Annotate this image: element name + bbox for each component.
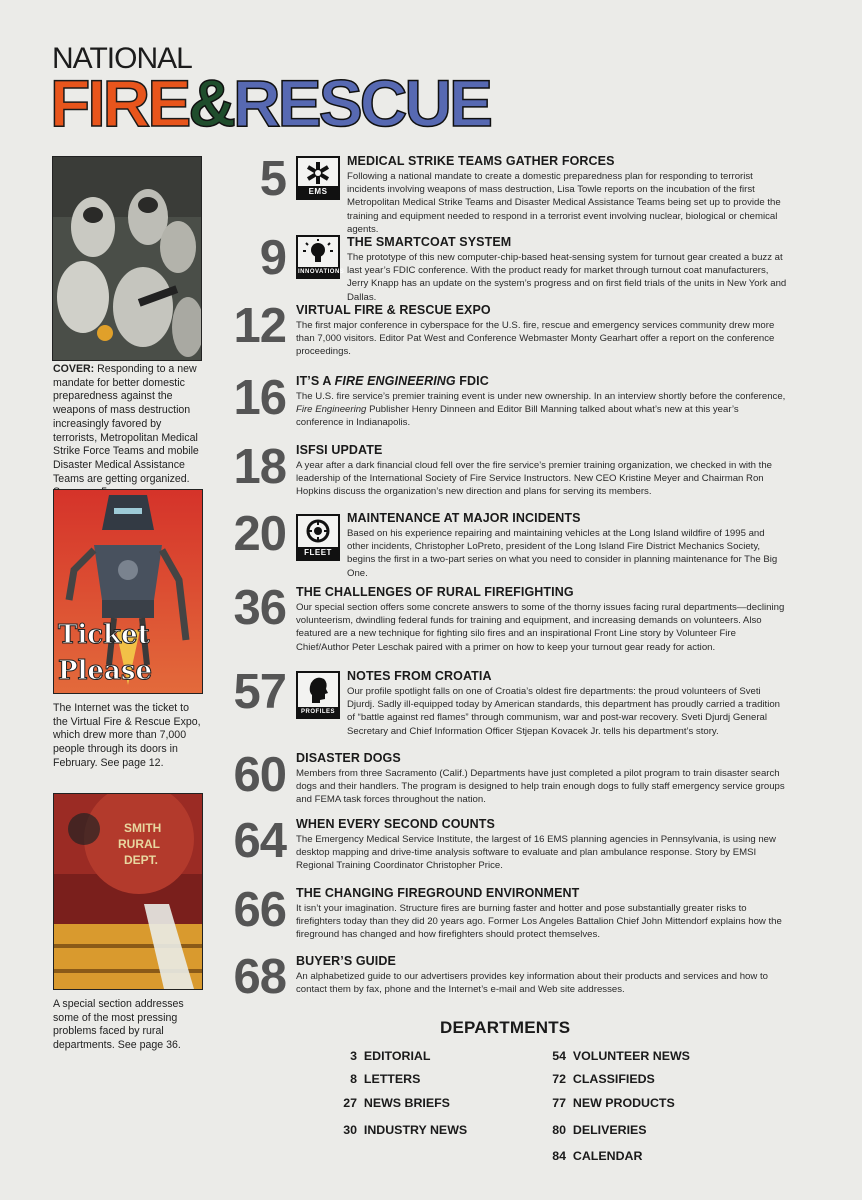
department-item[interactable] — [330, 1123, 467, 1138]
profiles-icon — [296, 671, 340, 719]
entry-description: A year after a dark financial cloud fell over the fire service’s premier training organization, we checked in with the leadership of the International Society of Fire Service Instructors. New CEO Kristine Meyer and Chairman Ron Hopkins discuss the organization’s new direction and plans for serving its members. — [296, 460, 773, 498]
entry-description: Members from three Sacramento (Calif.) Departments have just completed a pilot program to train disaster search dogs and their handlers. The program is designed to help train enough dogs to fully staff emergency service groups and FEMA task forces throughout the nation. — [296, 768, 785, 806]
department-item[interactable] — [330, 1049, 430, 1064]
entry-description: Based on his experience repairing and maintaining vehicles at the Long Island wildfire of 1995 and other incidents, Christopher LoPreto, president of the Long Island Fire District Mechanics Society, begins the first in a two-part series on what you need to consider in planning maintenance for The Big One. — [347, 528, 778, 579]
entry-description: It isn’t your imagination. Structure fires are burning faster and hotter and pose substantially greater risks to firefighters today than they did 20 years ago. Former Los Angeles Battalion Chief John Mittendorf explains how the fireground has changed and how firefighters should protect themselves. — [296, 903, 782, 941]
entry-description: The first major conference in cyberspace for the U.S. fire, rescue and emergency services community drew more than 7,000 visitors. Editor Pat West and Conference Webmaster Monty Gearhart offer a report on the conference proceedings. — [296, 320, 775, 358]
entry-title: DISASTER DOGS — [296, 751, 401, 765]
entry-title: BUYER’S GUIDE — [296, 954, 396, 968]
department-item[interactable] — [540, 1123, 647, 1138]
entry-text-pre: The U.S. fire service’s premier training event is under new ownership. In an interview shortly before the conference, — [296, 391, 786, 402]
entry-title — [296, 374, 489, 389]
hazmat-team-illustration — [53, 157, 201, 360]
department-page: 80 — [552, 1123, 566, 1137]
cover-photo — [52, 156, 202, 361]
department-item[interactable] — [540, 1049, 690, 1064]
entry-description: The Emergency Medical Service Institute, the largest of 16 EMS planning agencies in Pennsylvania, is using new desktop mapping and drive-time analysis software to evaluate and plan ambulance response. Story by EMSI Regional Training Coordinator Christopher Price. — [296, 834, 776, 872]
entry-description: An alphabetized guide to our advertisers provides key information about their products and services and how to contact them by fax, phone and the Internet’s e-mail and Web site addresses. — [296, 971, 768, 996]
entry-title: MEDICAL STRIKE TEAMS GATHER FORCES — [347, 154, 615, 168]
departments-heading: DEPARTMENTS — [440, 1018, 571, 1037]
entry-description — [296, 390, 786, 430]
rural-caption: A special section addresses some of the most pressing problems faced by rural departments. See page 36. — [53, 998, 184, 1052]
entry-title: ISFSI UPDATE — [296, 443, 383, 457]
department-name: VOLUNTEER NEWS — [572, 1049, 690, 1063]
entry-description: Our profile spotlight falls on one of Croatia’s oldest fire departments: the proud volunteers of Sveti Djurdj. Sadly ill-equipped today by American standards, this department has proudly carried a tradition of “battle against red flames” through communism, war and post-war recovery. Sveti Djurdj General Secretary and Chief Information Officer Stjepan Kovacek Jr. tells his department’s story. — [347, 686, 781, 737]
masthead-rescue: RESCUE — [233, 66, 491, 140]
svg-text:RURAL: RURAL — [118, 837, 160, 851]
department-name: CALENDAR — [572, 1149, 643, 1163]
entry-title: NOTES FROM CROATIA — [347, 669, 492, 683]
department-name: LETTERS — [363, 1072, 421, 1086]
entry-text-post: Publisher Henry Dinneen and Editor Bill Manning talked about what’s new at this year’s conference in Indianapolis. — [296, 404, 739, 429]
entry-title-post: FDIC — [455, 374, 489, 388]
department-item[interactable] — [330, 1072, 420, 1087]
department-name: NEW PRODUCTS — [572, 1096, 675, 1110]
masthead-logo — [50, 66, 491, 140]
masthead-fire: FIRE — [50, 66, 189, 140]
masthead-ampersand: & — [188, 66, 234, 140]
department-name: EDITORIAL — [363, 1049, 431, 1063]
department-item[interactable] — [330, 1096, 450, 1111]
ems-icon — [296, 156, 340, 200]
entry-title: THE CHALLENGES OF RURAL FIREFIGHTING — [296, 585, 574, 599]
svg-text:SMITH: SMITH — [124, 821, 162, 835]
department-name: NEWS BRIEFS — [363, 1096, 450, 1110]
entry-title: VIRTUAL FIRE & RESCUE EXPO — [296, 303, 491, 317]
department-page: 84 — [552, 1149, 566, 1163]
page-number: 68 — [233, 950, 286, 1004]
profiles-icon-label: PROFILES — [298, 707, 338, 717]
department-item[interactable] — [540, 1096, 675, 1111]
department-name: CLASSIFIEDS — [572, 1072, 655, 1086]
rural-photo — [53, 793, 203, 990]
page-number: 20 — [233, 507, 286, 561]
rural-fire-truck-illustration — [54, 794, 202, 989]
lightbulb-icon — [296, 235, 345, 279]
innovations-icon-label: INNOVATIONS — [298, 269, 345, 275]
cover-caption-text: Responding to a new mandate for better domestic preparedness against the weapons of mass destruction increasingly favored by terrorists, Metropolitan Medical Strike Force Teams and mobile Disaster Medical Assistance Teams are getting organized. — [53, 363, 199, 485]
page-number: 36 — [233, 581, 286, 635]
entry-description: The prototype of this new computer-chip-based heat-sensing system for turnout gear created a buzz at last year’s FDIC conference. With the product ready for market through turnout coat manufacturers, Jerry Knapp has an update on the system’s progress and on first field trials of the units in New York and Dallas. — [347, 252, 787, 303]
department-name: INDUSTRY NEWS — [363, 1123, 468, 1137]
ems-icon-label: EMS — [298, 186, 338, 198]
entry-title-emphasis: FIRE ENGINEERING — [334, 374, 456, 388]
poster-text-ticket: Ticket — [58, 620, 150, 650]
cover-caption-lead: COVER: — [53, 363, 95, 375]
fleet-icon-label: FLEET — [298, 547, 338, 559]
masthead-national: NATIONAL — [52, 42, 192, 75]
department-page: 77 — [552, 1096, 566, 1110]
fleet-icon — [296, 514, 340, 561]
page-number: 60 — [233, 748, 286, 802]
entry-title-pre: IT’S A — [296, 374, 335, 388]
entry-title: WHEN EVERY SECOND COUNTS — [296, 817, 495, 831]
svg-text:DEPT.: DEPT. — [124, 853, 159, 867]
entry-description: Following a national mandate to create a domestic preparedness plan for responding to terrorist incidents involving weapons of mass destruction, Lisa Towle reports on the incubation of the first Metropolitan Medical Strike Teams and Disaster Medical Assistance Teams being set up to provide the training and equipment needed to respond in a terrorist event involving nuclear, biological or chemical agents. — [347, 171, 781, 235]
page-number: 5 — [259, 152, 286, 206]
expo-poster-photo — [53, 489, 203, 694]
department-item[interactable] — [540, 1072, 655, 1087]
entry-title: MAINTENANCE AT MAJOR INCIDENTS — [347, 511, 581, 525]
page-number: 64 — [233, 814, 286, 868]
page-number: 66 — [233, 883, 286, 937]
department-page: 27 — [343, 1096, 357, 1110]
page-number: 16 — [233, 371, 286, 425]
expo-caption: The Internet was the ticket to the Virtual Fire & Rescue Expo, which drew more than 7,000 people through its doors in February. See page 12. — [53, 702, 201, 769]
department-page: 3 — [350, 1049, 357, 1063]
page-number: 9 — [259, 231, 286, 285]
entry-title: THE CHANGING FIREGROUND ENVIRONMENT — [296, 886, 580, 900]
department-page: 30 — [343, 1123, 357, 1137]
entry-text-emphasis: Fire Engineering — [296, 404, 367, 416]
entry-description: Our special section offers some concrete answers to some of the thorny issues facing rural departments—declining volunteerism, dwindling federal funds for training and equipment, and increasing demands on volunteers. Also featured are a new technique for fighting silo fires and an inspirational Front Line story by Volunteer Fire Chief/Author Peter Leschak paired with a primer on how to keep your turnout gear ready for action. — [296, 602, 785, 653]
cover-caption — [53, 363, 203, 500]
page-number: 18 — [233, 440, 286, 494]
poster-text-please: Please — [58, 656, 152, 686]
page-number: 12 — [233, 299, 286, 353]
department-page: 54 — [552, 1049, 566, 1063]
page-number: 57 — [233, 665, 286, 719]
department-item[interactable] — [540, 1149, 642, 1164]
department-page: 8 — [350, 1072, 357, 1086]
department-name: DELIVERIES — [572, 1123, 647, 1137]
department-page: 72 — [552, 1072, 566, 1086]
entry-title: THE SMARTCOAT SYSTEM — [347, 235, 512, 249]
